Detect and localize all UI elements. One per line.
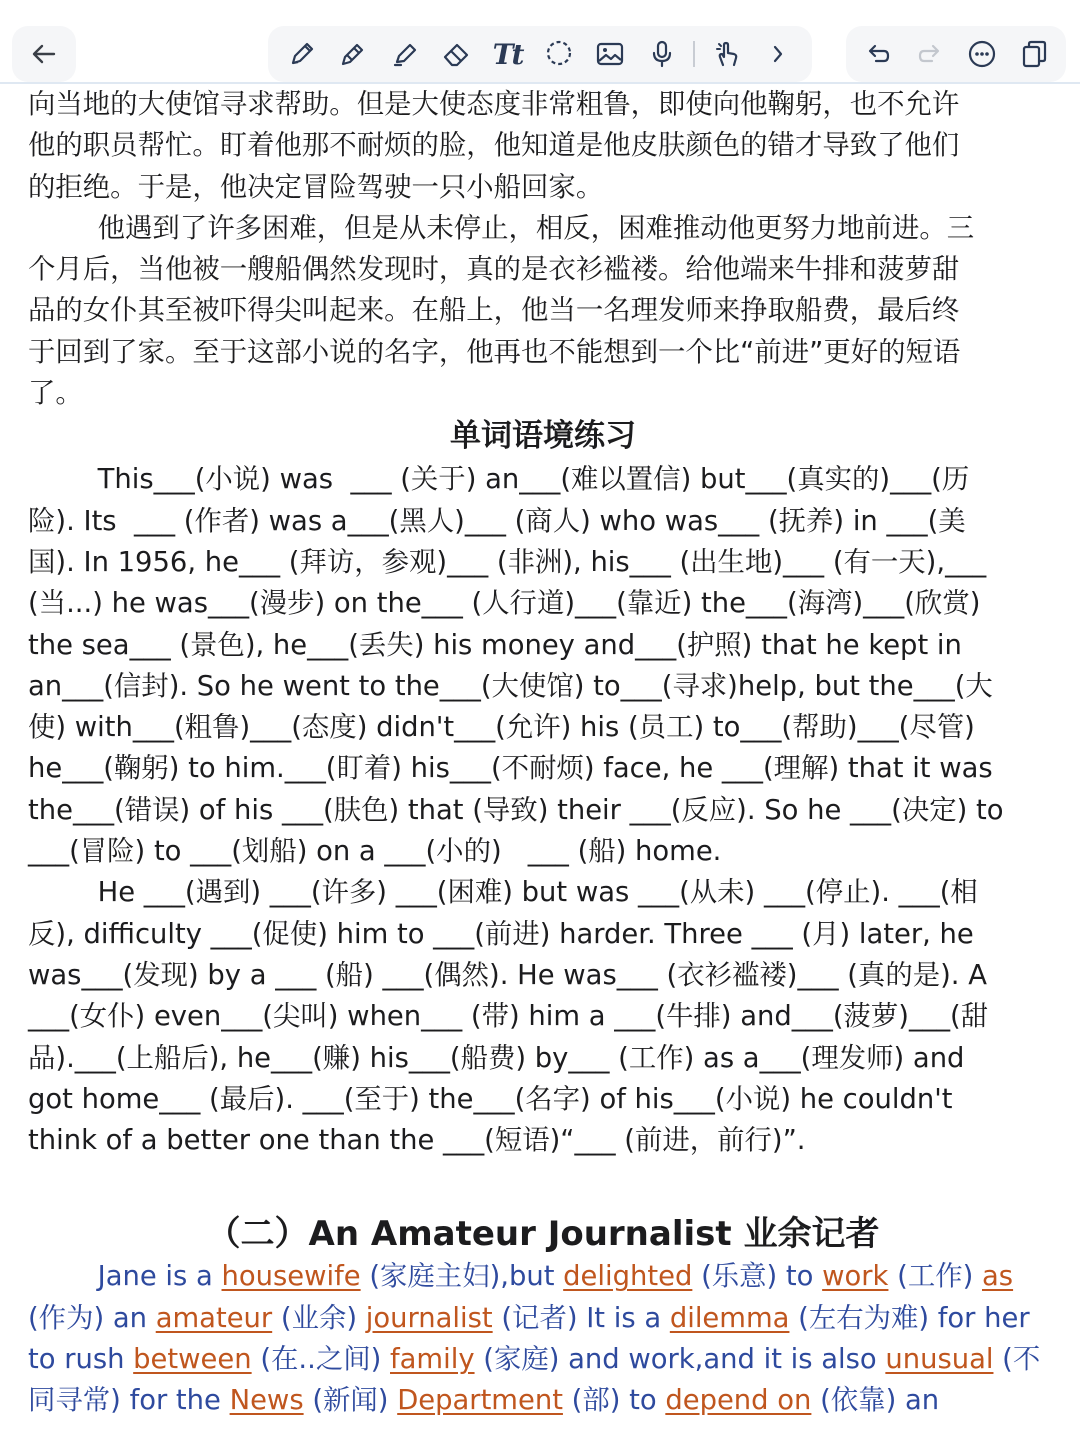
story-line: 的拒绝。于是，他决定冒险驾驶一只小船回家。 [28,171,604,203]
text-tool-icon: Tt [492,37,523,71]
action-tools [846,26,1066,82]
exercise-line: 国). In 1956, he___ (拜访，参观)___ (非洲), his___ (出生地)___ (有一天),___ [28,546,987,578]
toolbar-divider [693,41,695,67]
microphone-tool[interactable] [642,34,682,74]
exercise-line: 使) with___(粗鲁)___(态度) didn't___(允许) his (员工) to___(帮助)___(尽管) [28,712,975,744]
more-button[interactable] [962,34,1002,74]
story-line: 个月后，当他被一艘船偶然发现时，真的是衣衫褴褛。给他端来牛排和菠萝甜 [28,254,960,286]
story-line: 他遇到了许多困难，但是从未停止，相反，困难推动他更努力地前进。三 [28,212,975,244]
story-line: 他的职员帮忙。盯着他那不耐烦的脸，他知道是他皮肤颜色的错才导致了他们 [28,130,960,162]
vocab-word: family [390,1344,475,1376]
vocab-word: as [982,1261,1014,1293]
story-line: 了。 [28,378,83,410]
line-text: (家庭主妇),but [360,1261,564,1293]
redo-button[interactable] [910,34,950,74]
line-text: 同寻常) for the [28,1385,230,1417]
exercise-line: an___(信封). So he went to the___(大使馆) to___(寻求)help, but the___(大 [28,670,993,702]
exercise-line: ___(女仆) even___(尖叫) when___ (带) him a ___(牛排) and___(菠萝)___(甜 [28,1001,989,1033]
exercise-line: (当...) he was___(漫步) on the___ (人行道)___(靠近) the___(海湾)___(欣赏) [28,588,981,620]
exercise-line: 反), difficulty ___(促使) him to ___(前进) harder. Three ___ (月) later, he [28,918,974,950]
pencil-icon [337,38,369,70]
section-line [28,1380,1058,1421]
vocab-word: work [822,1261,889,1293]
image-tool[interactable] [590,34,630,74]
vocab-word: depend on [665,1385,812,1417]
line-text: (乐意) to [692,1261,823,1293]
exercise-line: the___(错误) of his ___(肤色) that (导致) their ___(反应). So he ___(决定) to [28,794,1004,826]
line-text: (在..之间) [251,1344,390,1376]
vocab-word: journalist [365,1302,493,1334]
line-text: (业余) [272,1302,366,1334]
line-text: (左右为难) for her [789,1302,1030,1334]
exercise-line: He ___(遇到) ___(许多) ___(困难) but was ___(从未) ___(停止). ___(相 [28,877,978,909]
more-tools-button[interactable] [758,34,798,74]
undo-button[interactable] [858,34,898,74]
pages-icon [1018,38,1050,70]
line-text: Jane is a [28,1261,222,1293]
story-line: 向当地的大使馆寻求帮助。但是大使态度非常粗鲁，即使向他鞠躬，也不允许 [28,89,960,120]
vocab-word: amateur [155,1302,273,1334]
line-text: (工作) [888,1261,983,1293]
section-line [28,1298,1058,1339]
section-line [28,1256,1058,1297]
exercise-line: was___(发现) by a ___ (船) ___(偶然). He was___ (衣衫褴褛)___ (真的是). A [28,959,987,991]
highlighter-tool[interactable] [385,34,425,74]
undo-icon [862,38,894,70]
pencil-tool[interactable] [333,34,373,74]
highlighter-icon [389,38,421,70]
exercise-line: got home___ (最后). ___(至于) the___(名字) of his___(小说) he couldn't [28,1083,953,1115]
drawing-tools [268,26,812,82]
exercise-paragraph [28,459,1058,1161]
microphone-icon [646,38,678,70]
section-heading: （二）An Amateur Journalist 业余记者 [206,1214,880,1255]
line-text: (作为) an [28,1302,156,1334]
exercise-line: think of a better one than the ___(短语)“___ (前进，前行)”. [28,1125,806,1157]
lasso-icon [543,38,575,70]
eraser-icon [440,38,472,70]
line-text: (不 [993,1344,1041,1376]
image-icon [594,38,626,70]
vocab-word: between [133,1344,252,1376]
touch-gesture-icon [711,38,743,70]
line-text: to rush [28,1344,134,1376]
exercise-line: he___(鞠躬) to him.___(盯着) his___(不耐烦) face, he ___(理解) that it was [28,753,993,785]
lasso-tool[interactable] [539,34,579,74]
story-line: 于回到了家。至于这部小说的名字，他再也不能想到一个比“前进”更好的短语 [28,336,961,368]
arrow-left-icon [29,39,59,69]
touch-gesture-tool[interactable] [707,34,747,74]
exercise-line: the sea___ (景色), he___(丢失) his money and___(护照) that he kept in [28,629,962,661]
more-icon [966,38,998,70]
vocab-word: housewife [221,1261,361,1293]
vocab-word: unusual [885,1344,994,1376]
exercise-line: 险). Its ___ (作者) was a___(黑人)___ (商人) who was___ (抚养) in ___(美 [28,505,966,537]
vocab-word: dilemma [669,1302,790,1334]
back-button[interactable] [12,26,76,82]
line-text: (新闻) [303,1385,398,1417]
section-line [28,1339,1058,1380]
section-paragraph [28,1256,1058,1421]
exercise-line: ___(冒险) to ___(划船) on a ___(小的) ___ (船) home. [28,836,722,868]
vocab-word: Department [397,1385,563,1417]
line-text: (部) to [562,1385,666,1417]
spacer [28,1161,1058,1212]
note-page [28,84,1058,1422]
pages-button[interactable] [1014,34,1054,74]
story-line: 品的女仆其至被吓得尖叫起来。在船上，他当一名理发师来挣取船费，最后终 [28,295,960,327]
vocab-word: delighted [563,1261,693,1293]
line-text: (记者) It is a [492,1302,670,1334]
story-paragraph [28,84,1058,414]
chevron-right-icon [762,38,794,70]
eraser-tool[interactable] [436,34,476,74]
pen-tool[interactable] [282,34,322,74]
line-text: (依靠) an [811,1385,940,1417]
vocab-word: News [229,1385,304,1417]
line-text: (家庭) and work,and it is also [474,1344,886,1376]
redo-icon [914,38,946,70]
exercise-line: This___(小说) was ___ (关于) an___(难以置信) but___(真实的)___(历 [28,464,970,496]
text-tool[interactable] [488,34,528,74]
exercise-heading: 单词语境练习 [450,418,636,455]
toolbar [0,0,1080,84]
exercise-line: 品).___(上船后), he___(赚) his___(船费) by___ (工作) as a___(理发师) and [28,1042,965,1074]
pen-icon [286,38,318,70]
